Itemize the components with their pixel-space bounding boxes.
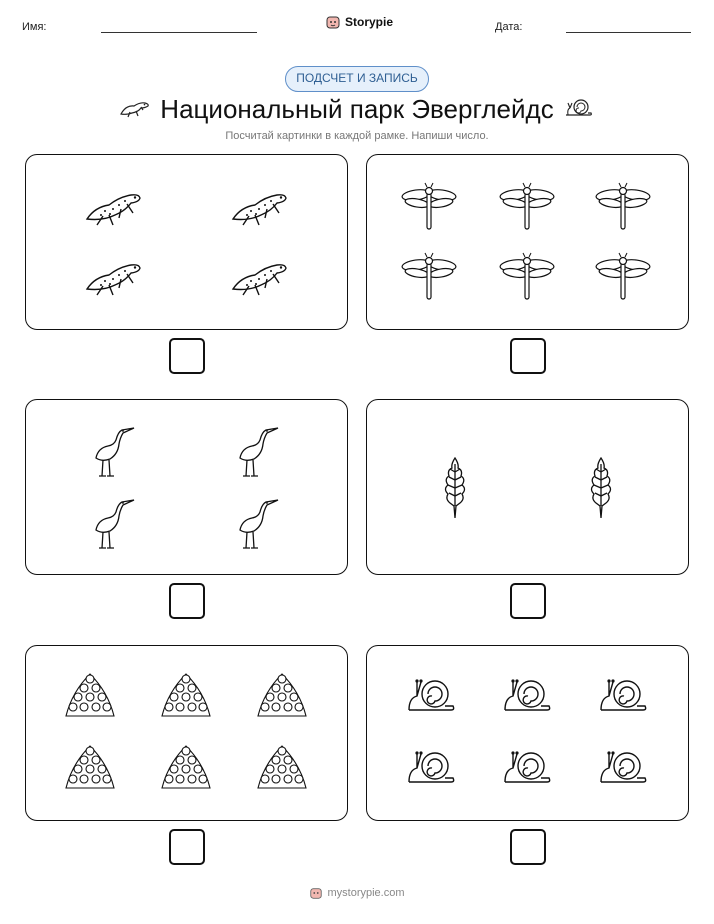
counting-panel-5 bbox=[25, 645, 348, 821]
snail-icon bbox=[405, 674, 457, 716]
lizard-icon bbox=[229, 255, 291, 299]
fern-leaf-icon bbox=[587, 456, 615, 520]
name-line[interactable] bbox=[101, 32, 257, 33]
dragonfly-icon bbox=[401, 181, 457, 233]
lizard-icon bbox=[83, 255, 145, 299]
dragonfly-icon bbox=[499, 181, 555, 233]
shell-pile-icon bbox=[158, 670, 214, 720]
footer-url[interactable]: mystorypie.com bbox=[327, 887, 405, 899]
lizard-icon bbox=[229, 185, 291, 229]
date-line[interactable] bbox=[566, 32, 691, 33]
title-snail-icon bbox=[564, 95, 594, 119]
shell-pile-icon bbox=[62, 670, 118, 720]
date-label: Дата: bbox=[495, 21, 523, 33]
lizard-icon bbox=[83, 185, 145, 229]
page-title: Национальный парк Эверглейдс bbox=[160, 94, 554, 124]
shell-pile-icon bbox=[254, 670, 310, 720]
dragonfly-icon bbox=[401, 251, 457, 303]
footer bbox=[0, 886, 714, 900]
counting-panel-2 bbox=[366, 154, 689, 330]
heron-icon bbox=[88, 496, 136, 552]
heron-icon bbox=[88, 424, 136, 480]
instructions: Посчитай картинки в каждой рамке. Напиши число. bbox=[225, 130, 489, 142]
category-badge: ПОДСЧЕТ И ЗАПИСЬ bbox=[285, 66, 429, 92]
answer-box-1[interactable] bbox=[169, 338, 205, 374]
brand-name: Storypie bbox=[345, 15, 394, 29]
answer-box-3[interactable] bbox=[169, 583, 205, 619]
answer-box-4[interactable] bbox=[510, 583, 546, 619]
answer-box-2[interactable] bbox=[510, 338, 546, 374]
counting-panel-3 bbox=[25, 399, 348, 575]
counting-panel-4 bbox=[366, 399, 689, 575]
heron-icon bbox=[232, 424, 280, 480]
storypie-mascot-icon bbox=[309, 886, 323, 900]
shell-pile-icon bbox=[158, 742, 214, 792]
dragonfly-icon bbox=[595, 181, 651, 233]
name-label: Имя: bbox=[22, 21, 47, 33]
snail-icon bbox=[405, 746, 457, 788]
storypie-mascot-icon bbox=[325, 14, 341, 30]
brand-logo bbox=[325, 14, 393, 30]
shell-pile-icon bbox=[62, 742, 118, 792]
snail-icon bbox=[597, 746, 649, 788]
dragonfly-icon bbox=[595, 251, 651, 303]
heron-icon bbox=[232, 496, 280, 552]
answer-box-5[interactable] bbox=[169, 829, 205, 865]
counting-panel-1 bbox=[25, 154, 348, 330]
snail-icon bbox=[501, 746, 553, 788]
counting-panel-6 bbox=[366, 645, 689, 821]
fern-leaf-icon bbox=[441, 456, 469, 520]
snail-icon bbox=[501, 674, 553, 716]
answer-box-6[interactable] bbox=[510, 829, 546, 865]
dragonfly-icon bbox=[499, 251, 555, 303]
snail-icon bbox=[597, 674, 649, 716]
shell-pile-icon bbox=[254, 742, 310, 792]
